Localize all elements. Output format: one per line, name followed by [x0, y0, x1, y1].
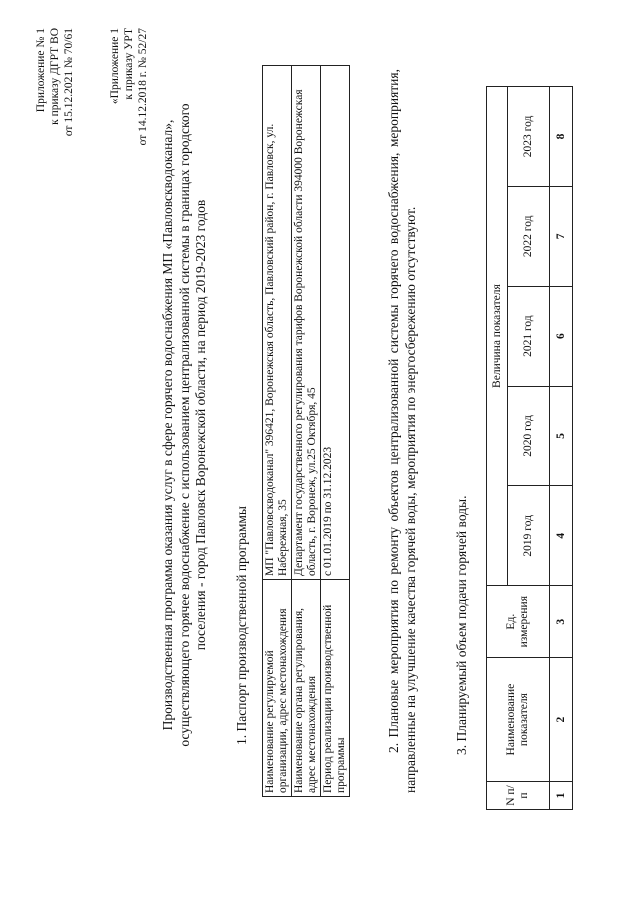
- column-number: 3: [550, 586, 573, 658]
- table-row: [292, 66, 321, 797]
- volume-table: [486, 86, 573, 810]
- column-number: 4: [550, 486, 573, 586]
- appendix-previous: [108, 28, 150, 145]
- col-group-header: Величина показателя: [487, 87, 508, 586]
- column-number: 5: [550, 386, 573, 486]
- year-header: 2020 год: [508, 386, 550, 486]
- title-line: поселения - город Павловск Воронежской области, на период 2019-2023 годов: [193, 199, 208, 651]
- appendix-line: «Приложение 1: [109, 28, 121, 105]
- appendix-line: Приложение № 1: [35, 28, 47, 113]
- passport-value: МП "Павловскводоканал" 396421, Воронежская область, Павловский район, г. Павловск, ул. Набережная, 35: [263, 66, 292, 580]
- appendix-line: от 14.12.2018 г. № 52/27: [137, 28, 149, 146]
- passport-label: Наименование регулируемой организации, адрес местонахождения: [263, 580, 292, 797]
- year-header: 2021 год: [508, 286, 550, 386]
- column-number: 8: [550, 87, 573, 187]
- col-unit-header: Ед. измерения: [487, 586, 550, 658]
- title-line: Производственная программа оказания услуг в сфере горячего водоснабжения МП «Павловскводоканал»,: [160, 119, 175, 731]
- column-number: 2: [550, 658, 573, 782]
- appendix-line: к приказу ДГРТ ВО: [49, 28, 61, 125]
- col-name-header: Наименование показателя: [487, 658, 550, 782]
- passport-value: с 01.01.2019 по 31.12.2023: [321, 66, 350, 580]
- passport-label: Наименование органа регулирования, адрес местонахождения: [292, 580, 321, 797]
- year-header: 2022 год: [508, 186, 550, 286]
- table-header-row: [487, 87, 508, 810]
- table-row: [550, 87, 573, 810]
- appendix-current: [34, 28, 76, 136]
- document-title: [160, 75, 210, 775]
- column-number: 6: [550, 286, 573, 386]
- year-header: 2023 год: [508, 87, 550, 187]
- table-row: [321, 66, 350, 797]
- passport-label: Период реализации производственной программы: [321, 580, 350, 797]
- year-header: 2019 год: [508, 486, 550, 586]
- title-line: осуществляющего горячее водоснабжение с использованием централизованной системы в границах городского: [176, 103, 192, 747]
- table-row: [263, 66, 292, 797]
- passport-value: Департамент государственного регулирования тарифов Воронежской области 394000 Воронежская область, г. Воронеж, ул.25 Октября, 45: [292, 66, 321, 580]
- section2-text: 2. Плановые мероприятия по ремонту объектов централизованной системы горячего водоснабжения, мероприятия, направленные на улучшение качества горячей воды, мероприятия по энергосбережению отсутствуют.: [386, 69, 418, 793]
- column-number: 7: [550, 186, 573, 286]
- appendix-line: от 15.12.2021 № 70/61: [63, 28, 75, 137]
- passport-table: [262, 65, 350, 797]
- col-num-header: N п/п: [487, 782, 550, 810]
- section3-heading: 3. Планируемый объем подачи горячей воды.: [454, 495, 469, 755]
- appendix-line: к приказу УРТ: [123, 28, 135, 100]
- column-number: 1: [550, 782, 573, 810]
- section1-heading: 1. Паспорт производственной программы: [234, 506, 249, 745]
